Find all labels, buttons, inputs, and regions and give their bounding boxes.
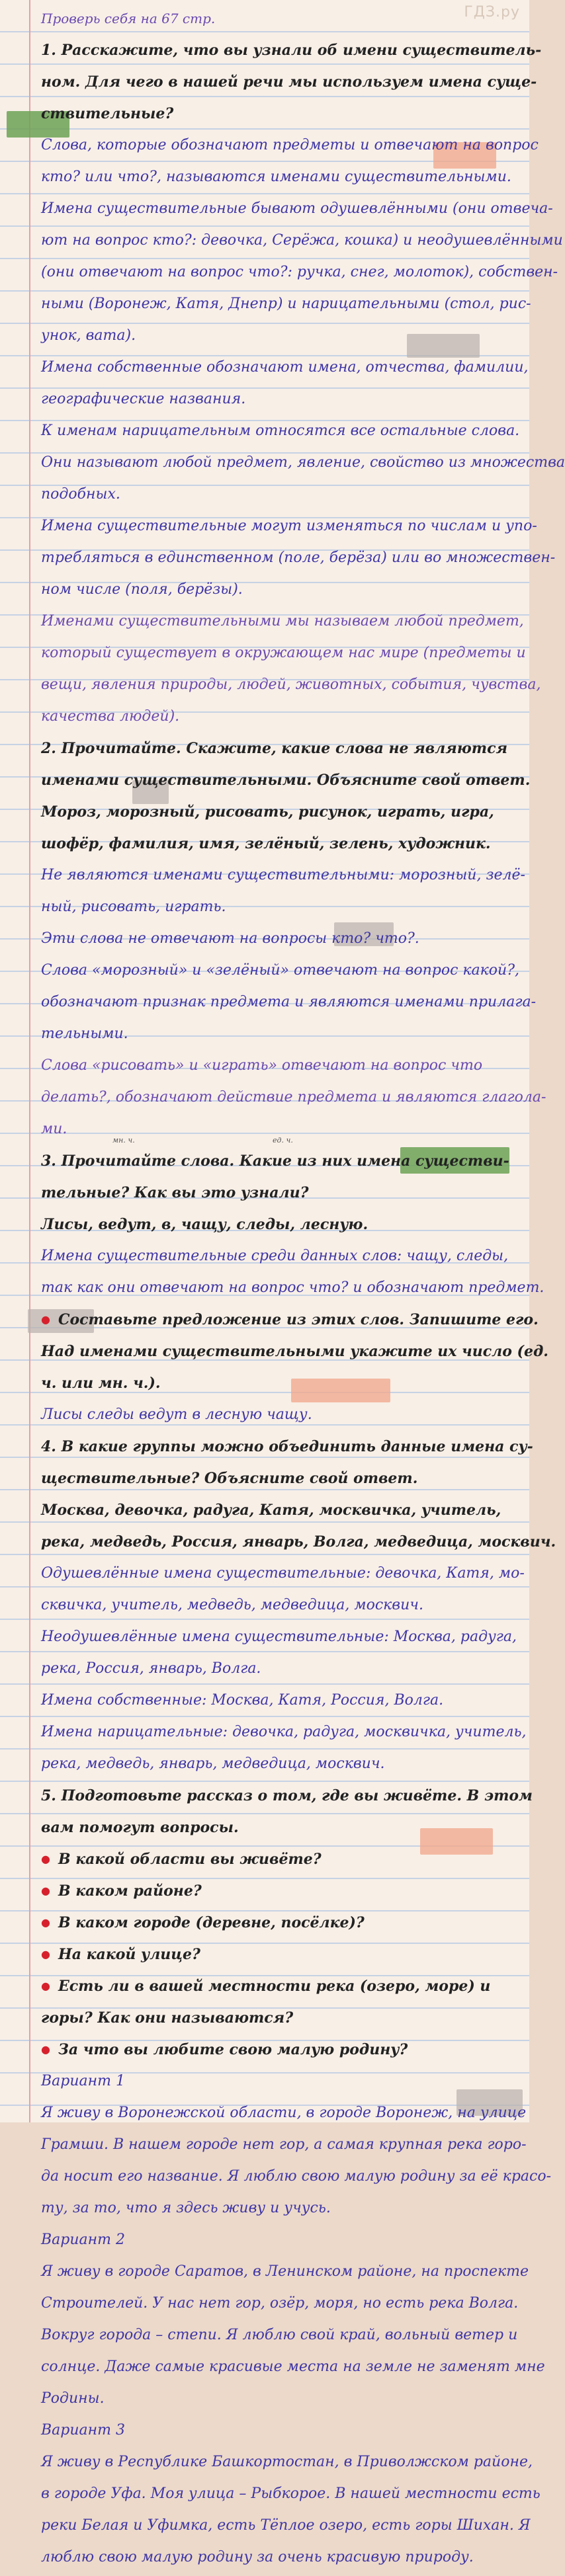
text-line: Лисы следы ведут в лесную чащу.	[41, 1406, 312, 1423]
text-line: Москва, девочка, радуга, Катя, москвичка, учитель,	[41, 1502, 501, 1519]
text-line: Я живу в городе Саратов, в Ленинском районе, на проспекте	[41, 2263, 529, 2280]
text-line: качества людей).	[41, 708, 180, 725]
text-line: именами существительными. Объясните свой ответ.	[41, 772, 531, 789]
text-line: реки Белая и Уфимка, есть Тёплое озеро, есть горы Шихан. Я	[41, 2517, 531, 2534]
text-line: ● За что вы любите свою малую родину?	[29, 2031, 519, 2063]
text-line: ● В каком районе?	[29, 1872, 519, 1904]
text-line: шофёр, фамилия, имя, зелёный, зелень, художник.	[41, 835, 491, 852]
text-line: река, Россия, январь, Волга.	[41, 1660, 261, 1677]
text-line: Лисы, ведут, в, чащу, следы, лесную.	[41, 1216, 369, 1233]
text-line: река, медведь, Россия, январь, Волга, медведица, москвич.	[41, 1533, 556, 1550]
text-line: Имена существительные могут изменяться по числам и упо-	[41, 518, 537, 534]
text-line: Имена собственные: Москва, Катя, Россия, Волга.	[41, 1692, 444, 1709]
text-line: ч. или мн. ч.).	[41, 1375, 161, 1392]
text-line: кто? или что?, называются именами существительными.	[41, 169, 511, 185]
text-line: в городе Уфа. Моя улица – Рыбкорое. В нашей местности есть	[41, 2485, 541, 2502]
text-line: Грамши. В нашем городе нет гор, а самая крупная река горо-	[41, 2136, 527, 2153]
text-line: тельными.	[41, 1026, 128, 1042]
text-line: Именами существительными мы называем любой предмет,	[41, 613, 524, 629]
text-line: Строителей. У нас нет гор, озёр, моря, но есть река Волга.	[41, 2295, 519, 2312]
text-line: Вариант 2	[41, 2232, 125, 2248]
text-line: ту, за то, что я здесь живу и учусь.	[41, 2200, 331, 2216]
text-line: 3. Прочитайте слова. Какие из них имена существи-	[41, 1152, 509, 1170]
text-line: Имена нарицательные: девочка, радуга, москвичка, учитель,	[41, 1724, 527, 1740]
text-line: ный, рисовать, играть.	[41, 899, 226, 915]
text-line: горы? Как они называются?	[41, 2009, 294, 2027]
text-line: Слова «морозный» и «зелёный» отвечают на вопрос какой?,	[41, 962, 520, 979]
text-line: подобных.	[41, 486, 120, 503]
text-line: 4. В какие группы можно объединить данные имена су-	[41, 1438, 533, 1455]
text-line: Эти слова не отвечают на вопросы кто? что?.	[41, 930, 419, 947]
text-line: ми.	[41, 1121, 67, 1137]
text-line: Имена существительные бывают одушевлёнными (они отвеча-	[41, 200, 553, 217]
text-line: сквичка, учитель, медведь, медведица, москвич.	[41, 1597, 423, 1613]
text-line: ном числе (поля, берёзы).	[41, 581, 243, 598]
page-content	[29, 0, 565, 2571]
text-line: ществительные? Объясните свой ответ.	[41, 1470, 418, 1487]
text-line: Слова «рисовать» и «играть» отвечают на вопрос что	[41, 1057, 483, 1074]
text-line: Слова, которые обозначают предметы и отвечают на вопрос	[41, 137, 539, 153]
text-line: делать?, обозначают действие предмета и являются глагола-	[41, 1089, 546, 1106]
text-line: Мороз, морозный, рисовать, рисунок, играть, игра,	[41, 803, 494, 821]
text-line: Одушевлённые имена существительные: девочка, Катя, мо-	[41, 1565, 525, 1582]
text-line: (они отвечают на вопрос что?: ручка, снег, молоток), собствен-	[41, 264, 558, 280]
text-line: Над именами существительными укажите их число (ед.	[41, 1343, 548, 1360]
text-line: Имена существительные среди данных слов: чащу, следы,	[41, 1248, 509, 1264]
text-line: ствительные?	[41, 105, 174, 122]
text-line: ● В каком городе (деревне, посёлке)?	[29, 1904, 519, 1936]
text-line: вещи, явления природы, людей, животных, события, чувства,	[41, 676, 541, 693]
text-line: Проверь себя на 67 стр.	[41, 11, 216, 26]
text-line: река, медведь, январь, медведица, москвич.	[41, 1755, 385, 1772]
text-line: К именам нарицательным относятся все остальные слова.	[41, 423, 520, 439]
text-line: ными (Воронеж, Катя, Днепр) и нарицательными (стол, рис-	[41, 296, 531, 312]
text-line: Неодушевлённые имена существительные: Москва, радуга,	[41, 1629, 517, 1645]
text-line: ● На какой улице?	[29, 1936, 519, 1968]
text-line: 1. Расскажите, что вы узнали об имени существитель-	[41, 42, 542, 59]
text-line: 5. Подготовьте рассказ о том, где вы живёте. В этом	[41, 1787, 533, 1804]
text-line: солнце. Даже самые красивые места на земле не заменят мне	[41, 2358, 545, 2375]
text-line: требляться в единственном (поле, берёза) или во множествен-	[41, 549, 556, 566]
text-line: тельные? Как вы это узнали?	[41, 1184, 309, 1201]
text-line: обозначают признак предмета и являются именами прилага-	[41, 994, 537, 1010]
text-line: ● В какой области вы живёте?	[29, 1841, 519, 1872]
text-line: Они называют любой предмет, явление, свойство из множества	[41, 454, 565, 471]
text-line: люблю свою малую родину за очень красивую природу.	[41, 2549, 474, 2565]
number-annotation: ед. ч.	[273, 1136, 293, 1145]
text-line: ● Есть ли в вашей местности река (озеро, море) и	[29, 1968, 519, 1999]
text-line: Родины.	[41, 2390, 105, 2407]
text-line: ● Составьте предложение из этих слов. Запишите его.	[29, 1301, 519, 1333]
number-annotation: мн. ч.	[112, 1136, 135, 1145]
text-line: Вариант 1	[41, 2073, 125, 2089]
text-line: унок, вата).	[41, 327, 136, 344]
text-line: ном. Для чего в нашей речи мы используем имена суще-	[41, 73, 537, 91]
text-line: Не являются именами существительными: морозный, зелё-	[41, 867, 525, 883]
text-line: да носит его название. Я люблю свою малую родину за её красо-	[41, 2168, 552, 2185]
text-line: Вокруг города – степи. Я люблю свой край, вольный ветер и	[41, 2327, 518, 2343]
text-line: 2. Прочитайте. Скажите, какие слова не являются	[41, 740, 507, 757]
text-line: вам помогут вопросы.	[41, 1819, 239, 1836]
text-line: который существует в окружающем нас мире (предметы и	[41, 645, 526, 661]
text-line: географические названия.	[41, 391, 246, 407]
text-line: ют на вопрос кто?: девочка, Серёжа, кошка) и неодушевлёнными	[41, 232, 563, 249]
text-line: Вариант 3	[41, 2422, 125, 2438]
text-line: Я живу в Республике Башкортостан, в Приволжском районе,	[41, 2454, 533, 2470]
text-line: так как они отвечают на вопрос что? и обозначают предмет.	[41, 1279, 544, 1296]
text-line: Имена собственные обозначают имена, отчества, фамилии,	[41, 359, 529, 376]
watermark: ГДЗ.ру	[464, 4, 520, 20]
text-line: Я живу в Воронежской области, в городе Воронеж, на улице	[41, 2105, 527, 2121]
